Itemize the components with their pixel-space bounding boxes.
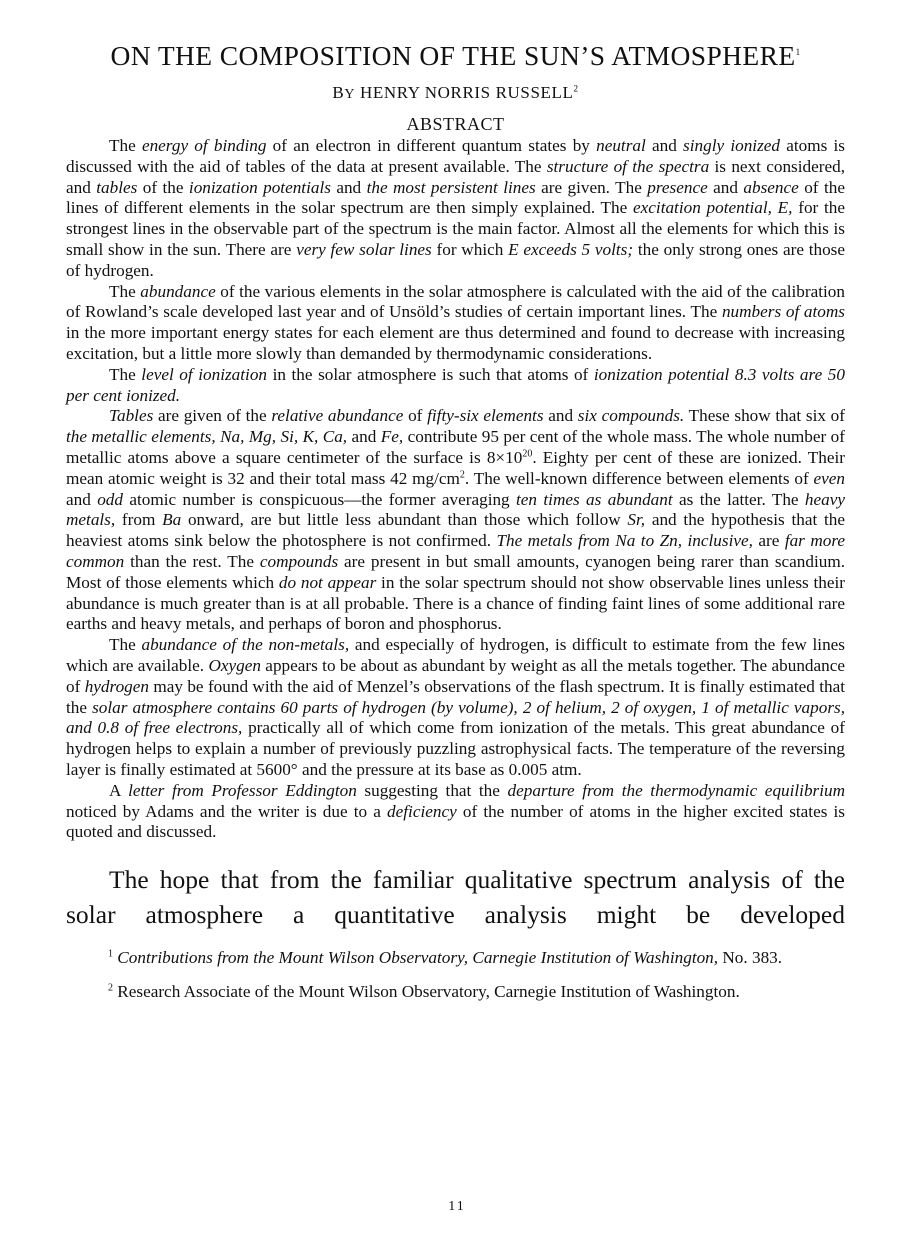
text-run: for the strongest lines in the observable part of the spectrum is the main factor. Almost all the elements for which this is small show in the sun. There are (66, 198, 846, 259)
text-run: suggesting that the (356, 780, 508, 800)
italic-text: the most persistent lines (366, 177, 536, 197)
footnotes (66, 946, 845, 1004)
italic-text: Sr, (627, 510, 646, 530)
abstract-paragraph (66, 635, 845, 781)
text-run: of the number of atoms in the higher excited states is quoted and discussed. (66, 801, 845, 842)
text-run: . The well-known difference between elements of (464, 468, 814, 488)
text-run: in the more important energy states for each element are thus determined and found to decrease with increasing excitation, but a little more slowly than demanded by thermodynamic considerations. (66, 323, 845, 363)
italic-text: the metallic elements, Na, Mg, Si, K, Ca, (66, 427, 348, 447)
text-run: These show that six of (684, 406, 845, 426)
text-run: and (645, 136, 684, 155)
text-run: The (109, 364, 142, 384)
author-footnote-ref: 2 (573, 83, 579, 94)
text-run: Research Associate of the Mount Wilson Observatory, Carnegie Institution of Washington. (113, 982, 740, 1002)
italic-text: deficiency (387, 801, 457, 821)
text-run: and (347, 427, 381, 447)
text-run: in the solar spectrum should not show observable lines unless their abundance is much greater than is at all probable. There is a chance of finding faint lines of some additional rare earths and heavy metals, and perhaps of boron and phosphorus. (66, 572, 846, 634)
italic-text: departure from the thermodynamic equilibrium (507, 780, 846, 800)
italic-text: ten times as abundant (516, 489, 673, 509)
text-run: are given. The (535, 177, 648, 197)
italic-text: The metals from Na to Zn, inclusive, (496, 531, 753, 551)
italic-text: presence (647, 177, 708, 197)
text-run: contribute 95 per cent of the whole mass. The whole number of metallic atoms above a square centimeter of the surface is 8×10 (66, 427, 845, 467)
abstract-paragraph (66, 282, 845, 365)
text-run: of an electron in different quantum states by (266, 136, 597, 155)
text-run: noticed by Adams and the writer is due to a (66, 801, 388, 821)
text-run: of the (137, 177, 189, 197)
page-number: 11 (448, 1199, 466, 1214)
italic-text: far more common (66, 531, 846, 571)
italic-text: relative abundance (271, 406, 404, 426)
text-run: and (707, 177, 744, 197)
italic-text: level of ionization (141, 364, 268, 384)
italic-text: solar atmosphere contains 60 parts of hydrogen (by volume), 2 of helium, 2 of oxygen, 1 of metallic vapors, and 0.8 of free electrons, (66, 697, 845, 738)
body-paragraph: The hope that from the familiar qualitative spectrum analysis of the solar atmosphere a quantitative analysis might be developed (66, 865, 845, 930)
italic-text: Oxygen (208, 655, 261, 675)
abstract-heading: ABSTRACT (406, 114, 505, 134)
text-run: of (403, 406, 428, 426)
italic-text: Ba (162, 510, 182, 530)
text-run: atomic number is conspicuous—the former averaging (122, 489, 517, 509)
italic-text: tables (96, 177, 138, 197)
italic-text: compounds (259, 551, 339, 571)
text-run: A (109, 780, 129, 800)
text-run: of the lines of different elements in the solar spectrum are then simply explained. The (66, 177, 845, 218)
italic-text: hydrogen (84, 676, 149, 696)
italic-text: even (813, 468, 845, 488)
text-run: and the hypothesis that the heaviest atoms sink below the photosphere is not confirmed. (66, 510, 845, 551)
abstract-paragraph (66, 365, 845, 407)
italic-text: six compounds. (577, 406, 685, 426)
paper-title (66, 38, 845, 74)
author-prefix: BY (332, 83, 356, 102)
text-run: onward, are but little less abundant than those which follow (181, 510, 628, 530)
italic-text: excitation potential, E, (633, 198, 793, 218)
text-run: are present in but small amounts, cyanogen being rarer than scandium. Most of those elements which (66, 551, 845, 592)
text-run: of the various elements in the solar atmosphere is calculated with the aid of the calibration of Rowland’s scale developed last year and of Unsöld’s studies of certain important lines. The (66, 281, 845, 322)
text-run: and especially of hydrogen, is difficult to estimate from the few lines which are available. (66, 635, 845, 675)
author-line (66, 82, 845, 106)
italic-text: odd (97, 489, 123, 509)
abstract (66, 136, 845, 843)
text-run: appears to be about as abundant by weight as all the metals together. The abundance of (66, 655, 845, 696)
text-run: practically all of which come from ionization of the metals. This great abundance of hydrogen helps to explain a number of previously puzzling astrophysical facts. The temperature of the reversing layer is finally estimated at 5600° and the pressure at its base as 0.005 atm. (66, 718, 845, 779)
italic-text: abundance of the non-metals, (141, 635, 350, 655)
italic-text: absence (743, 177, 799, 197)
text-run: may be found with the aid of Menzel’s observations of the flash spectrum. It is finally estimated that the (66, 676, 845, 717)
superscript-text: 20 (522, 448, 533, 460)
italic-text: Contributions from the Mount Wilson Observatory, Carnegie Institution of Washington, (113, 948, 719, 968)
text-run: for which (431, 239, 509, 259)
italic-text: fifty-six elements (427, 406, 544, 426)
author-name: HENRY NORRIS RUSSELL (359, 83, 574, 102)
italic-text: abundance (140, 281, 216, 301)
italic-text: E exceeds 5 volts; (508, 239, 634, 259)
italic-text: singly ionized (683, 136, 780, 155)
italic-text: ionization potentials (188, 177, 331, 197)
text-run: . Eighty per cent of these are ionized. Their mean atomic weight is 32 and their total mass 42 mg/cm (66, 447, 845, 488)
text-run: The (109, 136, 142, 155)
text-run: as the latter. The (672, 489, 805, 509)
text-run: and (66, 489, 98, 509)
title-footnote-ref: 1 (795, 46, 801, 57)
text-run: and (330, 177, 367, 197)
italic-text: do not appear (278, 572, 377, 592)
text-run: than the rest. The (124, 551, 260, 571)
abstract-paragraph (66, 136, 845, 282)
abstract-paragraph (66, 781, 845, 843)
italic-text: numbers of atoms (721, 302, 845, 322)
italic-text: letter from Professor Eddington (128, 780, 357, 800)
superscript-text: 2 (459, 469, 465, 481)
text-run: in the solar atmosphere is such that atoms of (267, 364, 594, 384)
text-run: No. 383. (718, 948, 783, 968)
title-text: ON THE COMPOSITION OF THE SUN’S ATMOSPHERE (110, 40, 796, 71)
italic-text: heavy metals, (66, 489, 845, 530)
italic-text: neutral (596, 136, 646, 155)
text-run: are (752, 531, 785, 551)
text-run: The (109, 281, 141, 301)
text-run: are given of the (153, 406, 272, 426)
text-run: and (543, 406, 578, 426)
text-run: atoms is discussed with the aid of tables of the data at present available. The (66, 136, 845, 176)
italic-text: Fe, (380, 427, 404, 447)
superscript-text: 1 (108, 948, 113, 960)
superscript-text: 2 (108, 982, 113, 994)
abstract-paragraph (66, 406, 845, 635)
footnote-2 (66, 980, 845, 1004)
text-run: the only strong ones are those of hydrogen. (66, 239, 846, 280)
italic-text: very few solar lines (296, 239, 432, 259)
italic-text: Tables (109, 406, 154, 426)
italic-text: structure of the spectra (546, 156, 710, 176)
text-run: The (109, 635, 142, 655)
italic-text: energy of binding (141, 136, 267, 155)
paper-page (66, 38, 845, 1014)
text-run: from (115, 510, 163, 530)
text-run: is next considered, and (66, 156, 845, 197)
footnote-1 (66, 946, 845, 970)
italic-text: ionization potential 8.3 volts are 50 per cent ionized. (66, 364, 845, 405)
